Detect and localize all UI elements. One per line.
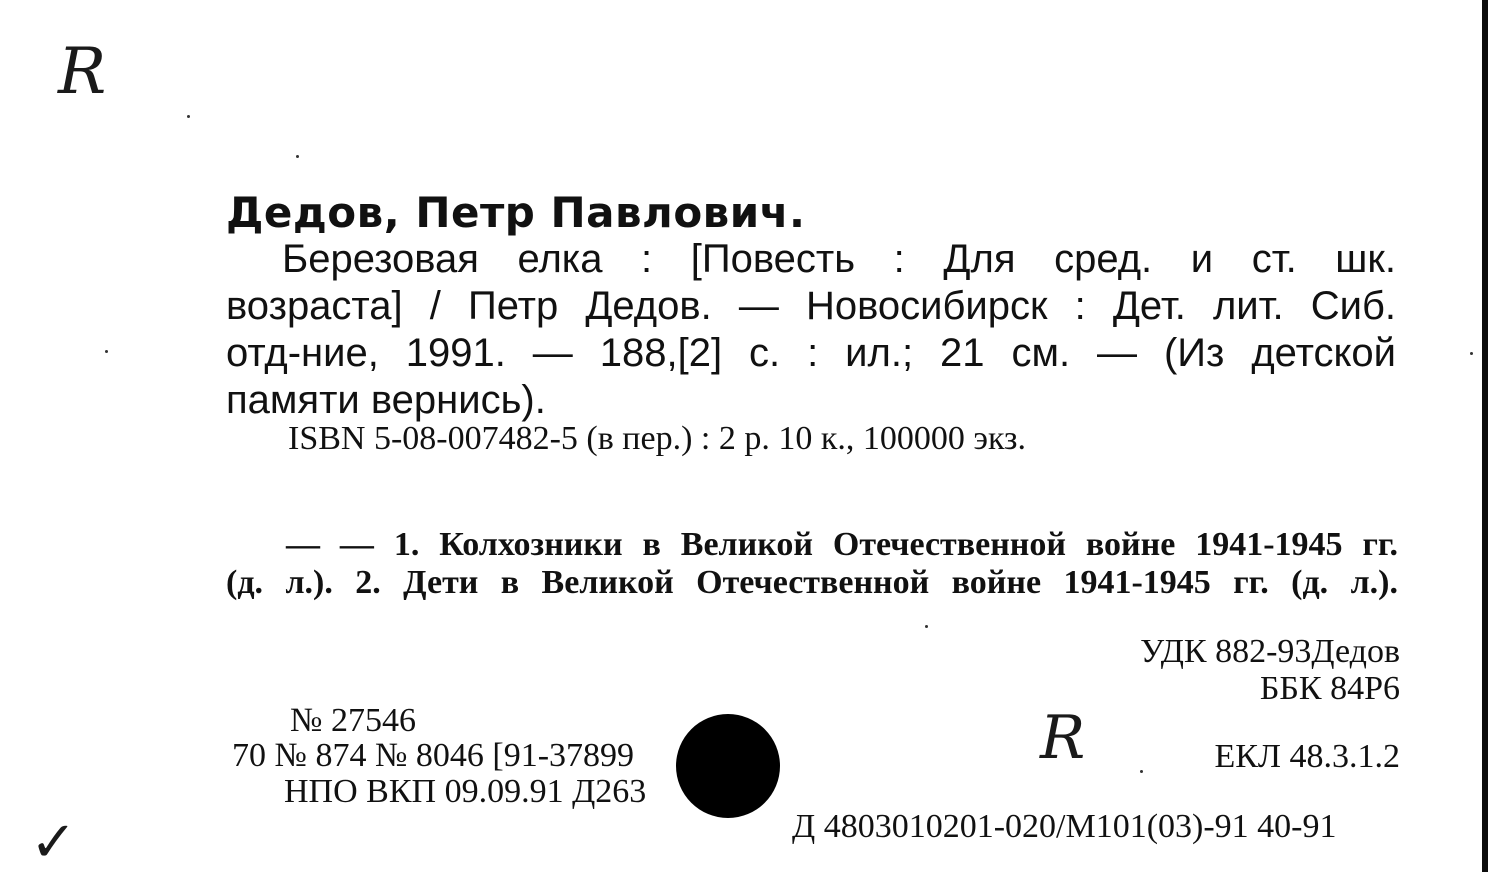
dust-speck [925, 625, 928, 628]
author-heading: Дедов, Петр Павлович. [226, 188, 806, 237]
bbk-code: ББК 84Р6 [1259, 670, 1400, 707]
dust-speck [1470, 352, 1473, 355]
description-line: Березовая елка : [Повесть : Для сред. и ст. шк. [282, 237, 1396, 281]
isbn-line: ISBN 5-08-007482-5 (в пер.) : 2 р. 10 к., 100000 экз. [288, 420, 1026, 457]
dust-speck [296, 155, 299, 158]
npo-line: НПО ВКП 09.09.91 Д263 [284, 773, 647, 810]
record-number: № 27546 [290, 702, 416, 739]
subject-line: — — 1. Колхозники в Великой Отечественной войне 1941-1945 гг. [286, 526, 1398, 563]
dust-speck [187, 115, 190, 118]
description-line: возраста] / Петр Дедов. — Новосибирск : Дет. лит. Сиб. [226, 284, 1396, 328]
ink-blot [676, 714, 780, 818]
description-line: памяти вернись). [226, 378, 546, 422]
ekl-code: ЕКЛ 48.3.1.2 [1214, 738, 1400, 775]
handwritten-check-mark: ✓ [30, 810, 77, 875]
order-number: 70 № 874 № 8046 [91-37899 [232, 737, 635, 774]
description-line: отд-ние, 1991. — 188,[2] с. : ил.; 21 см. — (Из детской [226, 331, 1396, 375]
udk-code: УДК 882-93Дедов [1140, 633, 1400, 670]
dust-speck [1140, 770, 1143, 773]
card-edge [1482, 0, 1488, 872]
dust-speck [105, 350, 108, 353]
handwritten-mark-middle: R [1040, 703, 1086, 773]
bibliographic-description [226, 236, 1396, 424]
handwritten-mark-top: R [58, 35, 107, 109]
publication-code: Д 4803010201-020/М101(03)-91 40-91 [792, 808, 1337, 845]
subject-line: (д. л.). 2. Дети в Великой Отечественной войне 1941-1945 гг. (д. л.). [226, 564, 1398, 601]
subject-headings [226, 526, 1398, 602]
